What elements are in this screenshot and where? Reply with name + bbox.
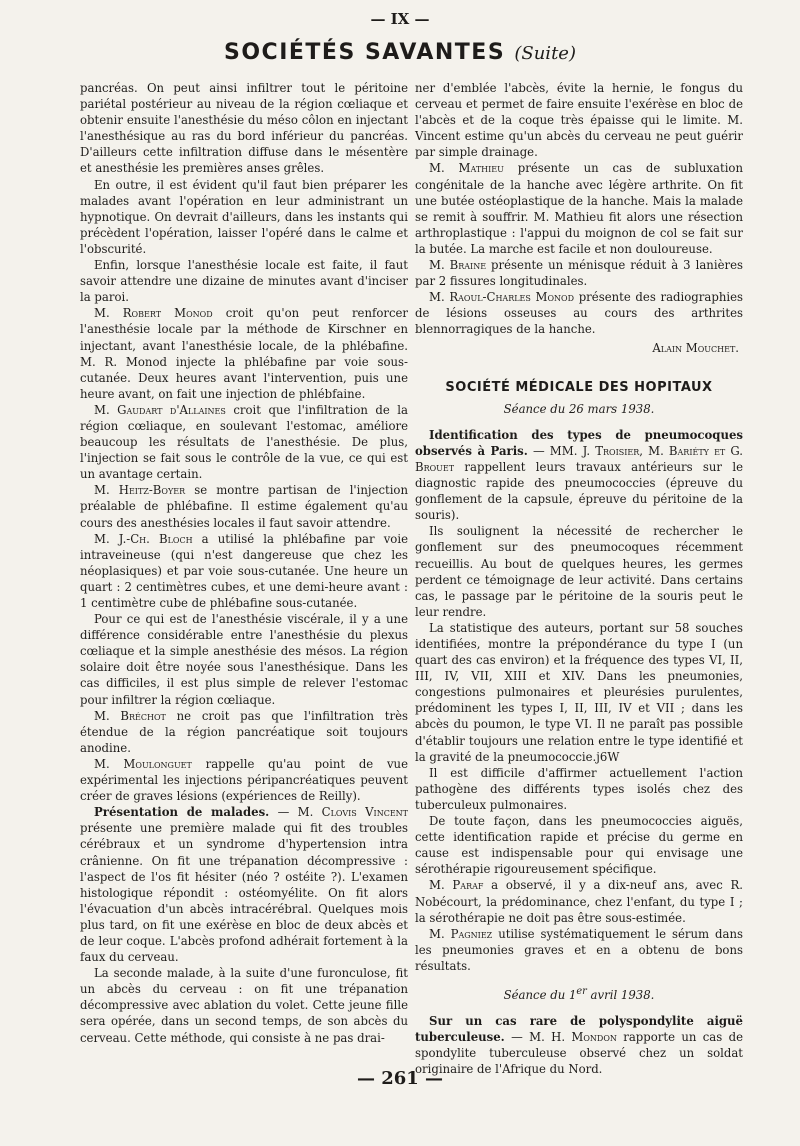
speaker-name: Mondon: [571, 1030, 617, 1045]
paragraph: Il est difficile d'affirmer actuellement l'action pathogène des différents types isolés chez des tuberculeux pulmonaires.: [415, 765, 743, 812]
section-title: SOCIÉTÉS SAVANTES: [224, 40, 506, 65]
right-column: [415, 80, 743, 1077]
session-date-text: avril 1938.: [586, 987, 655, 1002]
speaker-name: M. Braine: [429, 258, 487, 273]
paragraph: [415, 877, 743, 925]
paragraph-text: — M. H.: [504, 1030, 572, 1045]
paragraph: [415, 289, 743, 337]
speaker-name: M. Heitz-Boyer: [94, 483, 186, 498]
paragraph: [415, 257, 743, 289]
speaker-name: Clovis Vincent: [321, 805, 408, 820]
paragraph: [80, 756, 408, 804]
society-heading: SOCIÉTÉ MÉDICALE DES HOPITAUX: [445, 379, 713, 395]
paragraph: [415, 427, 743, 524]
paragraph-text: — M.: [269, 805, 322, 820]
paragraph-text: a utilisé la phlébafine par voie intraveineuse (qui n'est dangereuse que chez les néoplasiques) et par voie sous-cutanée. Une heure un quart : 2 centimètres cubes, et une demi-heure avant : 1 centimètre cube de phlébafine sous-cutanée.: [80, 531, 408, 610]
left-column: [80, 80, 408, 1046]
author-signature: Alain Mouchet.: [652, 340, 739, 355]
roman-page-number: — IX —: [370, 10, 430, 28]
speaker-name: M. Bréchot: [94, 708, 166, 723]
paragraph-text: rapporte un cas de spondylite tuberculeuse observé chez un soldat originaire de l'Afrique du Nord.: [415, 1030, 743, 1077]
paragraph: pancréas. On peut ainsi infiltrer tout le péritoine pariétal postérieur au niveau de la région cœliaque et obtenir ensuite l'anesthésie du méso côlon en injectant l'anesthésique au ras du bord inférieur du pancréas. D'ailleurs cette infiltration diffuse dans le mésentère et anesthésie les premières anses grêles.: [80, 81, 408, 176]
paragraph-heading: Présentation de malades.: [94, 805, 270, 820]
session-date: Séance du 26 mars 1938.: [503, 401, 655, 416]
paragraph-text: a observé, il y a dix-neuf ans, avec R. Nobécourt, la prédominance, chez l'enfant, du type I ; la sérothérapie ne doit pas être sous-estimée.: [415, 878, 744, 925]
paragraph-heading: Sur un cas rare de polyspondylite aiguë tuberculeuse.: [415, 1013, 743, 1045]
paragraph-text: présente des radiographies de lésions osseuses au cours des arthrites blennorragiques de la hanche.: [415, 290, 743, 337]
paragraph-text: — MM.: [527, 443, 583, 458]
paragraph-text: rappellent leurs travaux antérieurs sur le diagnostic rapide des pneumococcies (épreuve du gonflement de la capsule, épreuve du péritoine de la souris).: [415, 459, 743, 523]
page-number: — 261 —: [356, 1068, 444, 1089]
paragraph-text: présente une première malade qui fit des troubles cérébraux et un syndrome d'hypertension intra crânienne. On fit une trépanation décompressive : l'aspect de l'os fit hésiter (néo ? ostéite ?). L'examen histologique répondit : ostéomyélite. On fit alors l'évacuation d'un abcès intracérébral. Quelques mois plus tard, on fit une exérèse en bloc de deux abcès et de leur coque. L'abcès profond adhérait fortement à la faux du cerveau.: [80, 821, 408, 965]
paragraph-text: ne croit pas que l'infiltration très étendue de la région pancréatique soit toujours anodine.: [80, 708, 409, 755]
session-date-text: Séance du 1: [503, 987, 577, 1002]
ordinal-suffix: er: [576, 985, 587, 997]
paragraph-text: présente un cas de subluxation congénitale de la hanche avec légère arthrite. On fit une butée ostéoplastique de la hanche. Mais la malade se remit à souffrir. M. Mathieu fit alors une résection arthroplastique : l'appui du moignon de col se fait sur la butée. La marche est facile et non douloureuse.: [415, 161, 743, 256]
paragraph: [80, 531, 408, 611]
paragraph: En outre, il est évident qu'il faut bien préparer les malades avant l'opération en leur administrant un hypnotique. On devrait d'ailleurs, dans les instants qui précèdent l'opération, laisser l'opéré dans le calme et l'obscurité.: [80, 177, 408, 256]
paragraph-text: utilise systématiquement le sérum dans les pneumonies graves et en a obtenu de bons résultats.: [415, 926, 744, 973]
paragraph: [80, 804, 408, 965]
speaker-name: M. Paraf: [429, 878, 484, 893]
paragraph-text: se montre partisan de l'injection préalable de phlébafine. Il estime également qu'au cours des anesthésies locales il faut savoir attendre.: [80, 483, 408, 530]
paragraph: [415, 926, 743, 974]
paragraph-heading: Identification des types de pneumocoques observés à Paris.: [415, 427, 743, 458]
paragraph: [80, 305, 408, 402]
speaker-name: M. Moulonguet: [94, 756, 192, 771]
running-title: [0, 40, 800, 65]
paragraph-text: rappelle qu'au point de vue expérimental les injections péripancréatiques peuvent créer de graves lésions (expériences de Reilly).: [80, 756, 408, 804]
speaker-name: M. Pagniez: [429, 926, 493, 941]
paragraph: [80, 402, 408, 482]
paragraph: La statistique des auteurs, portant sur 58 souches identifiées, montre la prépondérance du type I (un quart des cas environ) et la fréquence des types VI, II, III, IV, VII, XIII et XIV. Dans les pneumonies, congestions pulmonaires et pleurésies purulentes, prédominent les types I, II, III, IV et VII ; dans les abcès du poumon, le type VI. Il ne paraît pas possible d'établir toujours une relation entre le type identifié et la gravité de la pneumococcie.j6W: [415, 620, 743, 764]
speaker-name: M. Gaudart d'Allaines: [94, 402, 226, 417]
speaker-name: M. Mathieu: [429, 161, 504, 176]
paragraph-text: croit que l'infiltration de la région cœliaque, en soulevant l'estomac, améliore beaucoup les résultats de l'anesthésie. De plus, l'injection se fait sous le contrôle de la vue, ce qui est un avantage certain.: [80, 402, 408, 482]
paragraph: Enfin, lorsque l'anesthésie locale est faite, il faut savoir attendre une dizaine de minutes avant d'inciser la paroi.: [80, 258, 408, 305]
paragraph-text: présente un ménisque réduit à 3 lanières par 2 fissures longitudinales.: [415, 258, 743, 289]
session-date: [415, 984, 743, 1003]
paragraph: [80, 482, 408, 530]
paragraph: ner d'emblée l'abcès, évite la hernie, le fongus du cerveau et permet de faire ensuite l'exérèse en bloc de l'abcès et de la coque très épaisse qui le limite. M. Vincent estime qu'un abcès du cerveau ne peut guérir par simple drainage.: [415, 81, 743, 160]
paragraph: De toute façon, dans les pneumococcies aiguës, cette identification rapide et précise du germe en cause est indispensable pour qui envisage une sérothérapie rigoureusement spécifique.: [415, 814, 743, 877]
speaker-name: M. Robert Monod: [94, 306, 213, 321]
paragraph-text: croit qu'on peut renforcer l'anesthésie locale par la méthode de Kirschner en injectant, avant l'anesthésie locale, de la phlébafine. M. R. Monod injecte la phlébafine par voie sous-cutanée. Deux heures avant l'intervention, puis une heure avant, on fait une injection de phlébfaine.: [80, 306, 408, 401]
paragraph: [415, 160, 743, 257]
paragraph: La seconde malade, à la suite d'une furonculose, fit un abcès du cerveau : on fit une trépanation décompressive avec ablation du volet. Cette jeune fille sera opérée, dans un second temps, de son abcès du cerveau. Cette méthode, qui consiste à ne pas drai-: [80, 966, 408, 1045]
speaker-name: M. Raoul-Charles Monod: [429, 290, 575, 305]
paragraph: Pour ce qui est de l'anesthésie viscérale, il y a une différence considérable entre l'anesthésie du plexus cœliaque et la simple anesthésie des mésos. La région solaire doit être noyée sous l'anesthésique. Dans les cas difficiles, il est plus simple de relever l'estomac pour infiltrer la région cœliaque.: [80, 612, 408, 707]
paragraph: [80, 708, 408, 756]
section-title-suite: (Suite): [514, 43, 576, 64]
speaker-name: M. J.-Ch. Bloch: [94, 531, 193, 546]
paragraph: Ils soulignent la nécessité de rechercher le gonflement sur des pneumocoques récemment recueillis. Au bout de quelques heures, les germes perdent ce témoignage de leur activité. Dans certains cas, le passage par le péritoine de la souris peut le leur rendre.: [415, 524, 743, 619]
speaker-name: J. Troisier, M. Bariéty et G. Brouet: [415, 443, 744, 474]
